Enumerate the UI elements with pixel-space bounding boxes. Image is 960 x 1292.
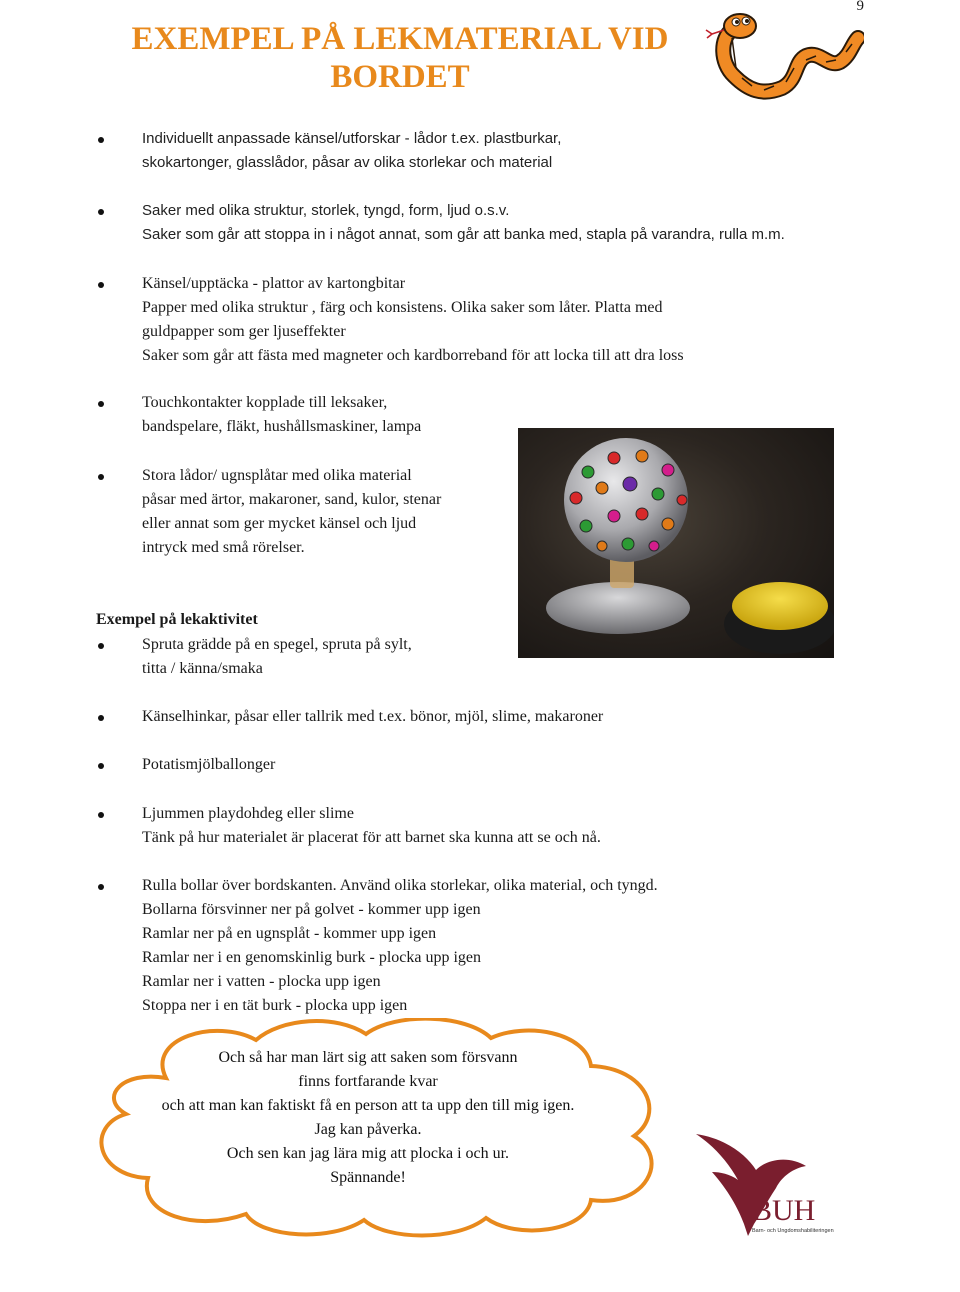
- list-item-text: Ramlar ner i en genomskinlig burk - plocka upp igen: [142, 949, 482, 966]
- cloud-line: och att man kan faktiskt få en person att ta upp den till mig igen.: [161, 1097, 575, 1114]
- list-item-text: Känsel/upptäcka - plattor av kartongbitar: [142, 275, 406, 292]
- logo-subtitle: Barn- och Ungdomshabiliteringen: [752, 1228, 834, 1234]
- list-item-text: Ramlar ner i vatten - plocka upp igen: [142, 973, 381, 990]
- list-item-text: Bollarna försvinner ner på golvet - kommer upp igen: [142, 901, 481, 918]
- cloud-line: Spännande!: [330, 1169, 406, 1186]
- bullet-icon: [98, 282, 104, 288]
- logo-name: BUH: [752, 1194, 816, 1227]
- section-title: Exempel på lekaktivitet: [96, 611, 258, 628]
- list-item-text: Potatismjölballonger: [142, 756, 276, 773]
- list-item-text: Känselhinkar, påsar eller tallrik med t.ex. bönor, mjöl, slime, makaroner: [142, 708, 604, 725]
- page-title: EXEMPEL PÅ LEKMATERIAL VID BORDET: [131, 21, 669, 95]
- list-item-text: Saker som går att fästa med magneter och kardborreband för att locka till att dra loss: [142, 347, 684, 364]
- list-item-text: Saker som går att stoppa in i något annat, som går att banka med, stapla på varandra, rulla m.m.: [142, 226, 785, 243]
- buh-logo: [694, 1128, 844, 1240]
- bullet-icon: [98, 474, 104, 480]
- list-item-text: Saker med olika struktur, storlek, tyngd, form, ljud o.s.v.: [142, 202, 510, 219]
- cloud-line: finns fortfarande kvar: [298, 1073, 438, 1090]
- bullet-icon: [98, 401, 104, 407]
- list-item-text: eller annat som ger mycket känsel och ljud: [142, 515, 417, 532]
- list-item-text: Stoppa ner i en tät burk - plocka upp igen: [142, 997, 408, 1014]
- list-item-text: Stora lådor/ ugnsplåtar med olika material: [142, 467, 412, 484]
- list-item-text: Rulla bollar över bordskanten. Använd olika storlekar, olika material, och tyngd.: [142, 877, 658, 894]
- list-item-text: Touchkontakter kopplade till leksaker,: [142, 394, 388, 411]
- snake-illustration: [702, 8, 864, 108]
- list-item-text: skokartonger, glasslådor, påsar av olika storlekar och material: [142, 154, 553, 171]
- list-item-text: Spruta grädde på en spegel, spruta på sylt,: [142, 636, 412, 653]
- bullet-icon: [98, 884, 104, 890]
- list-item-text: intryck med små rörelser.: [142, 539, 305, 556]
- list-item-text: bandspelare, fläkt, hushållsmaskiner, lampa: [142, 418, 422, 435]
- list-item-text: Ramlar ner på en ugnsplåt - kommer upp igen: [142, 925, 437, 942]
- cloud-line: Och så har man lärt sig att saken som försvann: [218, 1049, 518, 1066]
- bullet-icon: [98, 643, 104, 649]
- list-item-text: Papper med olika struktur , färg och konsistens. Olika saker som låter. Platta med: [142, 299, 663, 316]
- page-number: 9: [856, 0, 864, 14]
- bullet-icon: [98, 812, 104, 818]
- list-item-text: Tänk på hur materialet är placerat för att barnet ska kunna att se och nå.: [142, 829, 601, 846]
- cloud-line: Jag kan påverka.: [314, 1121, 422, 1138]
- cloud-line: Och sen kan jag lära mig att plocka i och ur.: [226, 1145, 510, 1162]
- list-item-text: Ljummen playdohdeg eller slime: [142, 805, 354, 822]
- list-item-text: påsar med ärtor, makaroner, sand, kulor, stenar: [142, 491, 442, 508]
- bullet-icon: [98, 137, 104, 143]
- list-item-text: guldpapper som ger ljuseffekter: [142, 323, 346, 340]
- list-item-text: titta / känna/smaka: [142, 660, 263, 677]
- cloud-text: [98, 1046, 638, 1190]
- list-item-text: Individuellt anpassade känsel/utforskar - lådor t.ex. plastburkar,: [142, 130, 562, 147]
- disco-ball-lamp-image: [518, 428, 834, 658]
- bullet-icon: [98, 763, 104, 769]
- disco-ball-photo: [518, 428, 834, 658]
- bullet-icon: [98, 209, 104, 215]
- bullet-icon: [98, 715, 104, 721]
